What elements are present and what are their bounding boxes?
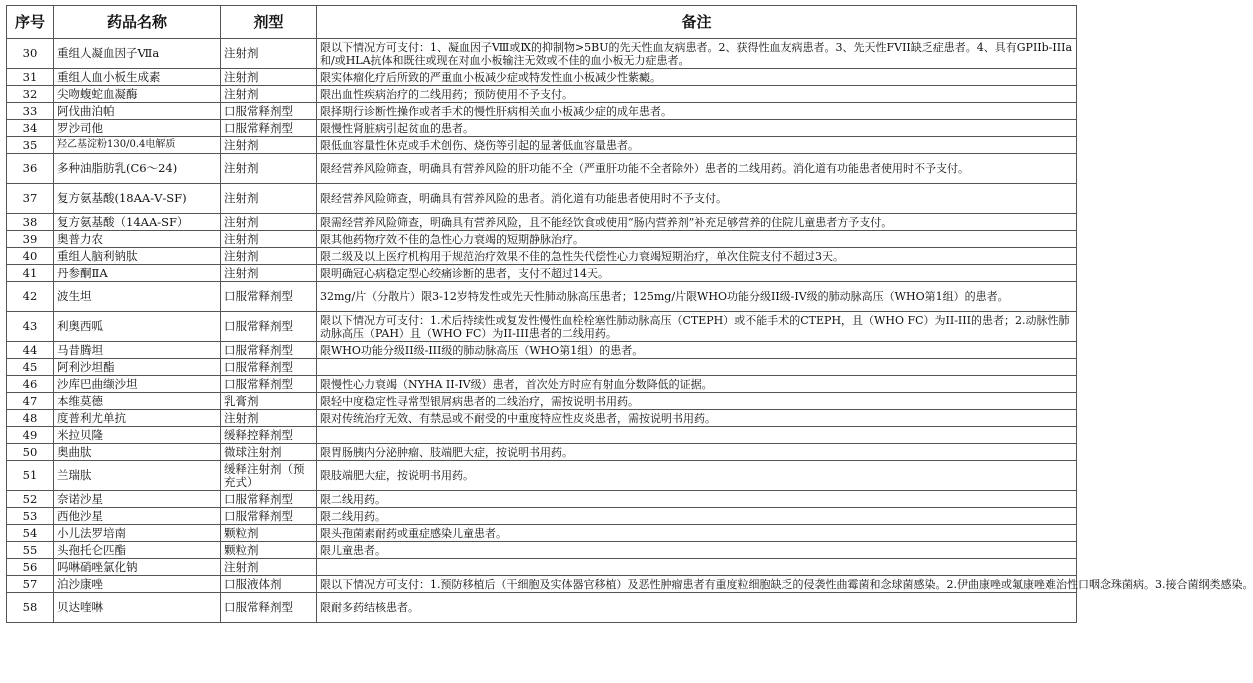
table-row [7,427,1077,444]
remarks: 限二级及以上医疗机构用于规范治疗效果不佳的急性失代偿性心力衰竭短期治疗，单次住院支付不超过3天。 [317,248,1077,265]
remarks: 限经营养风险筛查，明确具有营养风险的患者。消化道有功能患者使用时不予支付。 [317,184,1077,214]
remarks: 限出血性疾病治疗的二线用药；预防使用不予支付。 [317,86,1077,103]
drug-name: 重组人血小板生成素 [54,69,221,86]
table-row [7,69,1077,86]
table-row [7,559,1077,576]
drug-name: 复方氨基酸(18AA-Ⅴ-SF) [54,184,221,214]
remarks: 限择期行诊断性操作或者手术的慢性肝病相关血小板减少症的成年患者。 [317,103,1077,120]
remarks: 限头孢菌素耐药或重症感染儿童患者。 [317,525,1077,542]
dosage-form: 口服常释剂型 [221,103,317,120]
drug-name: 利奥西呱 [54,312,221,342]
drug-name: 多种油脂肪乳(C6～24) [54,154,221,184]
drug-no: 30 [7,39,54,69]
table-row [7,265,1077,282]
dosage-form: 注射剂 [221,69,317,86]
remarks: 限低血容量性休克或手术创伤、烧伤等引起的显著低血容量患者。 [317,137,1077,154]
drug-no: 55 [7,542,54,559]
drug-no: 50 [7,444,54,461]
dosage-form: 注射剂 [221,154,317,184]
dosage-form: 微球注射剂 [221,444,317,461]
remarks: 限明确冠心病稳定型心绞痛诊断的患者，支付不超过14天。 [317,265,1077,282]
table-row [7,120,1077,137]
drug-no: 47 [7,393,54,410]
drug-no: 52 [7,491,54,508]
drug-name: 羟乙基淀粉130/0.4电解质 [54,137,221,154]
drug-no: 34 [7,120,54,137]
dosage-form: 注射剂 [221,214,317,231]
drug-name: 西他沙星 [54,508,221,525]
drug-table [6,5,1253,623]
header-row [7,6,1077,39]
drug-no: 35 [7,137,54,154]
drug-name: 马昔腾坦 [54,342,221,359]
remarks: 限轻中度稳定性寻常型银屑病患者的二线治疗，需按说明书用药。 [317,393,1077,410]
drug-no: 51 [7,461,54,491]
drug-no: 48 [7,410,54,427]
table-row [7,410,1077,427]
drug-name: 波生坦 [54,282,221,312]
dosage-form: 缓释控释剂型 [221,427,317,444]
drug-name: 阿利沙坦酯 [54,359,221,376]
table-row [7,137,1077,154]
dosage-form: 口服常释剂型 [221,508,317,525]
drug-name: 奥曲肽 [54,444,221,461]
header-no: 序号 [7,6,54,39]
table-row [7,282,1077,312]
drug-name: 贝达喹啉 [54,593,221,623]
dosage-form: 注射剂 [221,265,317,282]
table-row [7,248,1077,265]
drug-no: 49 [7,427,54,444]
drug-name: 吗啉硝唑氯化钠 [54,559,221,576]
drug-no: 31 [7,69,54,86]
drug-name: 奥普力农 [54,231,221,248]
table-row [7,576,1077,593]
remarks [317,559,1077,576]
drug-name: 头孢托仑匹酯 [54,542,221,559]
drug-no: 58 [7,593,54,623]
remarks: 限以下情况方可支付：1.术后持续性或复发性慢性血栓栓塞性肺动脉高压（CTEPH）或不能手术的CTEPH，且（WHO FC）为II-III的患者；2.动脉性肺动脉高压（PAH）且（WHO FC）为II-III患者的二线用药。 [317,312,1077,342]
drug-no: 45 [7,359,54,376]
drug-no: 40 [7,248,54,265]
header-drug-name: 药品名称 [54,6,221,39]
dosage-form: 注射剂 [221,248,317,265]
table-row [7,593,1077,623]
remarks: 限实体瘤化疗后所致的严重血小板减少症或特发性血小板减少性紫癜。 [317,69,1077,86]
dosage-form: 颗粒剂 [221,525,317,542]
drug-no: 53 [7,508,54,525]
drug-name: 兰瑞肽 [54,461,221,491]
drug-name: 尖吻蝮蛇血凝酶 [54,86,221,103]
table-row [7,39,1077,69]
drug-no: 32 [7,86,54,103]
drug-name: 阿伐曲泊帕 [54,103,221,120]
drug-name: 重组人凝血因子Ⅶa [54,39,221,69]
drug-no: 39 [7,231,54,248]
drug-no: 56 [7,559,54,576]
drug-no: 44 [7,342,54,359]
remarks: 32mg/片（分散片）限3-12岁特发性或先天性肺动脉高压患者；125mg/片限WHO功能分级II级-IV级的肺动脉高压（WHO第1组）的患者。 [317,282,1077,312]
table-row [7,393,1077,410]
remarks: 限儿童患者。 [317,542,1077,559]
remarks: 限胃肠胰内分泌肿瘤、肢端肥大症，按说明书用药。 [317,444,1077,461]
remarks: 限二线用药。 [317,491,1077,508]
dosage-form: 注射剂 [221,184,317,214]
remarks: 限以下情况方可支付：1.预防移植后（干细胞及实体器官移植）及恶性肿瘤患者有重度粒细胞缺乏的侵袭性曲霉菌和念球菌感染。2.伊曲康唑或氟康唑难治性口咽念珠菌病。3.接合菌纲类感染。 [317,576,1077,593]
drug-no: 38 [7,214,54,231]
dosage-form: 乳膏剂 [221,393,317,410]
drug-no: 43 [7,312,54,342]
dosage-form: 注射剂 [221,231,317,248]
drug-no: 41 [7,265,54,282]
header-dosage-form: 剂型 [221,6,317,39]
drug-no: 46 [7,376,54,393]
remarks: 限对传统治疗无效、有禁忌或不耐受的中重度特应性皮炎患者，需按说明书用药。 [317,410,1077,427]
remarks: 限肢端肥大症，按说明书用药。 [317,461,1077,491]
table-row [7,154,1077,184]
remarks: 限二线用药。 [317,508,1077,525]
remarks [317,359,1077,376]
remarks: 限耐多药结核患者。 [317,593,1077,623]
remarks: 限以下情况方可支付：1、凝血因子Ⅷ或Ⅸ的抑制物>5BU的先天性血友病患者。2、获得性血友病患者。3、先天性FVII缺乏症患者。4、具有GPIIb-IIIa和/或HLA抗体和既往或现在对血小板输注无效或不佳的血小板无力症患者。 [317,39,1077,69]
drug-name: 小儿法罗培南 [54,525,221,542]
table-row [7,342,1077,359]
table-row [7,444,1077,461]
drug-no: 54 [7,525,54,542]
table-row [7,525,1077,542]
remarks: 限需经营养风险筛查，明确具有营养风险，且不能经饮食或使用“肠内营养剂”补充足够营养的住院儿童患者方予支付。 [317,214,1077,231]
dosage-form: 口服常释剂型 [221,491,317,508]
dosage-form: 口服常释剂型 [221,376,317,393]
drug-no: 42 [7,282,54,312]
dosage-form: 注射剂 [221,410,317,427]
drug-name: 罗沙司他 [54,120,221,137]
drug-name: 本维莫德 [54,393,221,410]
table-row [7,542,1077,559]
dosage-form: 口服常释剂型 [221,593,317,623]
drug-name: 沙库巴曲缬沙坦 [54,376,221,393]
dosage-form: 注射剂 [221,39,317,69]
dosage-form: 注射剂 [221,137,317,154]
dosage-form: 缓释注射剂（预充式） [221,461,317,491]
remarks: 限WHO功能分级II级-III级的肺动脉高压（WHO第1组）的患者。 [317,342,1077,359]
table-row [7,359,1077,376]
table-row [7,312,1077,342]
dosage-form: 口服常释剂型 [221,120,317,137]
remarks: 限经营养风险筛查，明确具有营养风险的肝功能不全（严重肝功能不全者除外）患者的二线用药。消化道有功能患者使用时不予支付。 [317,154,1077,184]
remarks: 限其他药物疗效不佳的急性心力衰竭的短期静脉治疗。 [317,231,1077,248]
remarks: 限慢性心力衰竭（NYHA II-IV级）患者，首次处方时应有射血分数降低的证据。 [317,376,1077,393]
table-row [7,231,1077,248]
drug-no: 36 [7,154,54,184]
table-row [7,491,1077,508]
remarks [317,427,1077,444]
table-row [7,86,1077,103]
dosage-form: 口服常释剂型 [221,342,317,359]
table-row [7,184,1077,214]
drug-name: 重组人脑利钠肽 [54,248,221,265]
header-remarks: 备注 [317,6,1077,39]
dosage-form: 注射剂 [221,86,317,103]
table-row [7,103,1077,120]
drug-name: 泊沙康唑 [54,576,221,593]
dosage-form: 注射剂 [221,559,317,576]
table-row [7,461,1077,491]
drug-name: 米拉贝隆 [54,427,221,444]
remarks: 限慢性肾脏病引起贫血的患者。 [317,120,1077,137]
drug-name: 度普利尤单抗 [54,410,221,427]
drug-no: 33 [7,103,54,120]
dosage-form: 口服常释剂型 [221,359,317,376]
table-row [7,376,1077,393]
table-row [7,214,1077,231]
table-row [7,508,1077,525]
dosage-form: 口服液体剂 [221,576,317,593]
dosage-form: 颗粒剂 [221,542,317,559]
drug-no: 37 [7,184,54,214]
dosage-form: 口服常释剂型 [221,282,317,312]
drug-name: 奈诺沙星 [54,491,221,508]
drug-name: 丹参酮ⅡA [54,265,221,282]
drug-no: 57 [7,576,54,593]
dosage-form: 口服常释剂型 [221,312,317,342]
drug-name: 复方氨基酸（14AA-SF） [54,214,221,231]
